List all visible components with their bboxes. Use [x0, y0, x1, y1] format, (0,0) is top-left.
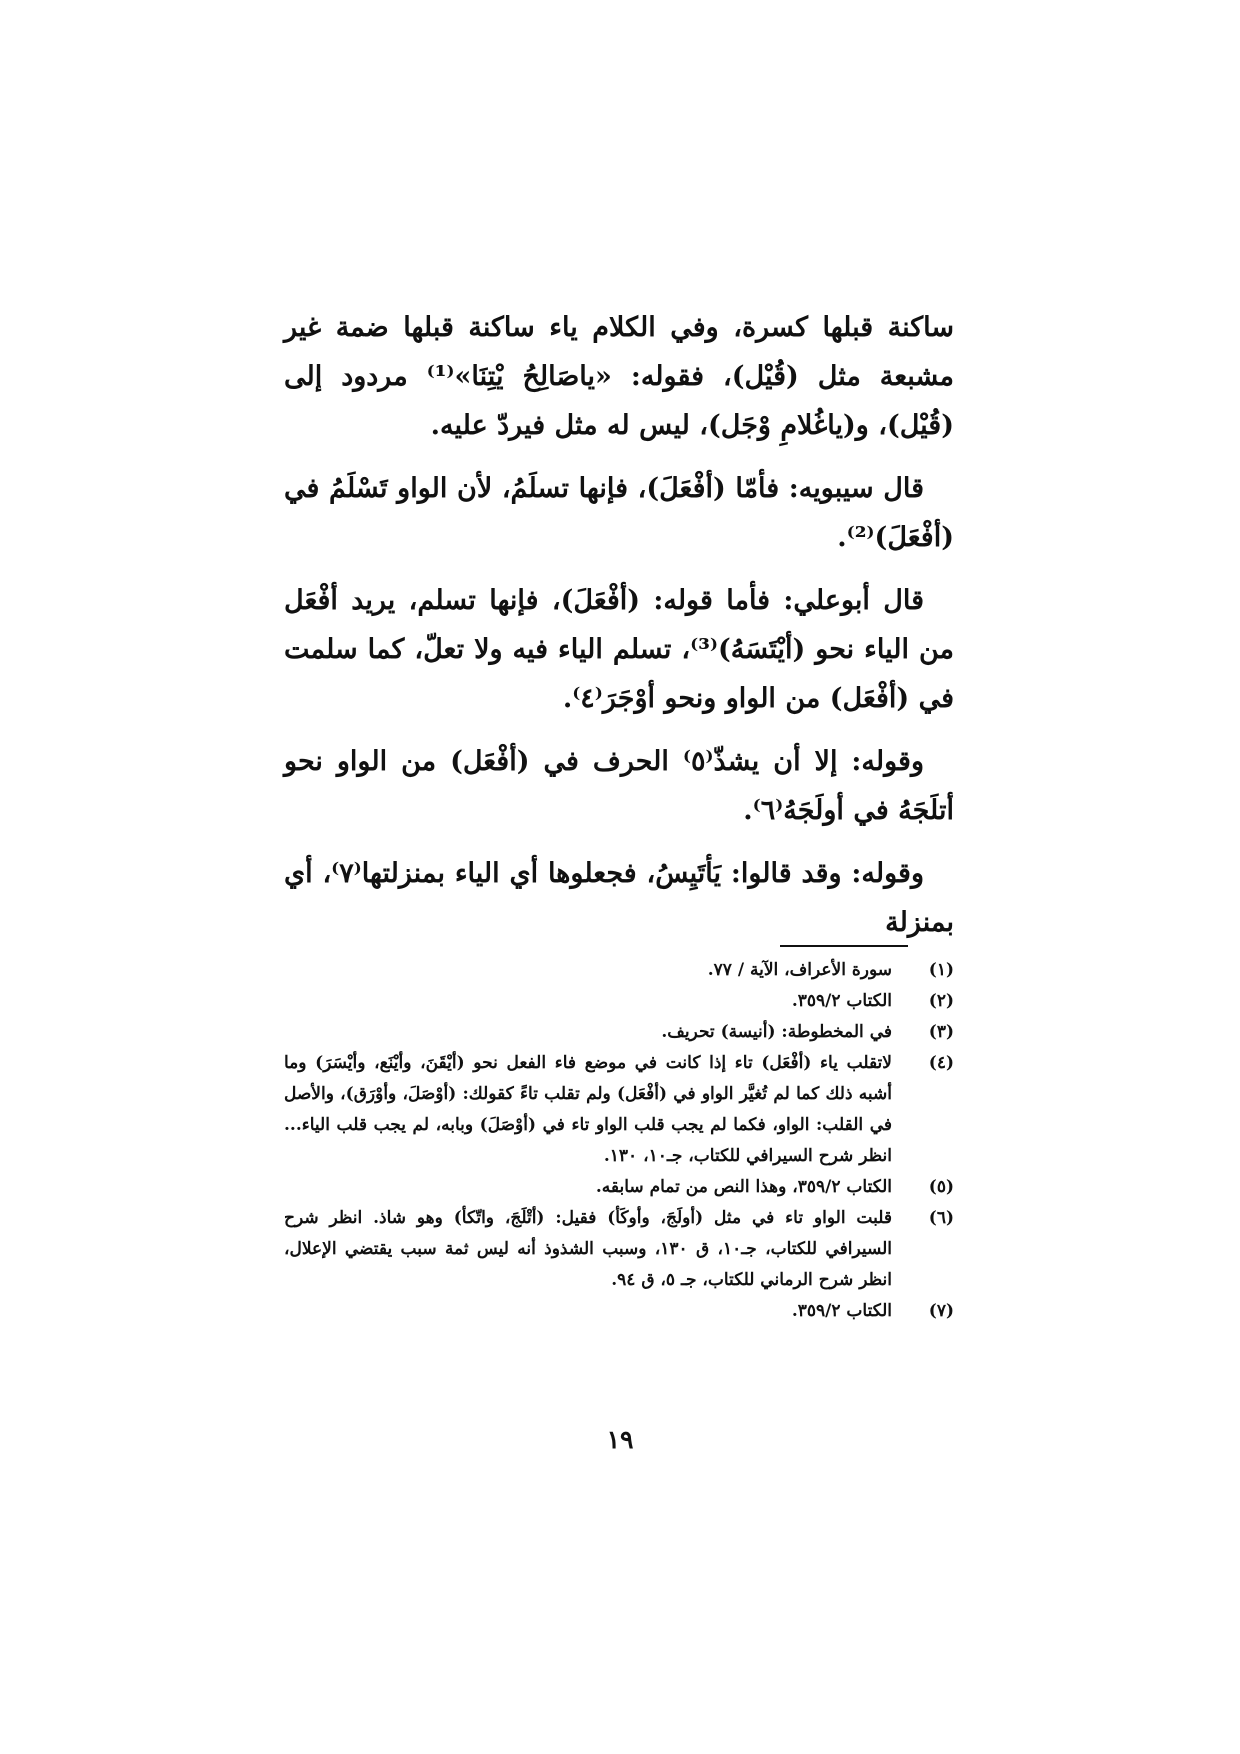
- body-text: [284, 303, 954, 961]
- footnote-2: [284, 986, 954, 1017]
- footnote-text: الكتاب ٣٥٩/٢.: [791, 991, 892, 1011]
- body-paragraph-1: ساكنة قبلها كسرة، وفي الكلام ياء ساكنة قبلها ضمة غير مشبعة مثل (قُيْل)، فقوله: «ياصَالِحُ يْتِنَا»⁽¹⁾ مردود إلى (قُيْل)، و(ياغُلامِ وْجَل)، ليس له مثل فيردّ عليه.: [284, 312, 954, 441]
- footnote-number: (٢): [928, 991, 954, 1011]
- body-paragraph-5: وقوله: وقد قالوا: يَأتَيِسُ، فجعلوها أي الياء بمنزلتها⁽٧⁾، أي بمنزلة: [284, 858, 954, 938]
- footnote-text: لاتقلب ياء (أفْعَل) تاء إذا كانت في موضع فاء الفعل نحو (أيْقَنَ، وأيْنَع، وأيْسَرَ) وما أشبه ذلك كما لم تُغيَّر الواو في (أفْعَل) ولم تقلب تاءً كقولك: (أوْصَلَ، وأوْرَق)، والأصل في القلب: الواو، فكما لم يجب قلب الواو تاء في (أوْصَلَ) وبابه، لم يجب قلب الياء... انظر شرح السيرافي للكتاب، جـ١٠، ١٣٠.: [284, 1053, 892, 1166]
- body-paragraph-3: قال أبوعلي: فأما قوله: (أفْعَلَ)، فإنها تسلم، يريد أفْعَل من الياء نحو (أيْتَسَهُ)⁽³⁾، تسلم الياء فيه ولا تعلّ، كما سلمت في (أفْعَل) من الواو ونحو أوْجَرَ⁽٤⁾.: [284, 585, 955, 714]
- footnote-text: سورة الأعراف، الآية / ٧٧.: [707, 960, 892, 980]
- footnote-number: (٤): [928, 1053, 954, 1073]
- footnote-7: [284, 1296, 954, 1327]
- footnote-number: (٥): [928, 1177, 954, 1197]
- footnote-6: [284, 1203, 954, 1296]
- body-paragraph-2: قال سيبويه: فأمّا (أفْعَلَ)، فإنها تسلَمُ، لأن الواو تَسْلَمُ في (أفْعَلَ)⁽²⁾.: [284, 473, 954, 553]
- page-number: ١٩: [606, 1425, 634, 1454]
- footnote-text: الكتاب ٣٥٩/٢.: [791, 1301, 892, 1321]
- footnote-1: [284, 955, 954, 986]
- footnotes: [284, 955, 954, 1327]
- footnote-4: [284, 1048, 954, 1172]
- footnote-number: (٧): [928, 1301, 954, 1321]
- footnote-text: في المخطوطة: (أنيسة) تحريف.: [661, 1022, 892, 1042]
- footnote-number: (٣): [928, 1022, 954, 1042]
- body-paragraph-4: وقوله: إلا أن يشذّ⁽٥⁾ الحرف في (أفْعَل) من الواو نحو أتلَجَهُ في أولَجَهُ⁽٦⁾.: [284, 746, 954, 826]
- footnote-text: الكتاب ٣٥٩/٢، وهذا النص من تمام سابقه.: [595, 1177, 892, 1197]
- footnote-number: (١): [928, 960, 954, 980]
- footnote-number: (٦): [928, 1208, 954, 1228]
- footnote-5: [284, 1172, 954, 1203]
- footnote-separator: [780, 945, 908, 947]
- footnote-3: [284, 1017, 954, 1048]
- footnote-text: قلبت الواو تاء في مثل (أولَجَ، وأوكَأ) فقيل: (أتْلَجَ، واتّكأ) وهو شاذ. انظر شرح السيرافي للكتاب، جـ١٠، ق ١٣٠، وسبب الشذوذ أنه ليس ثمة سبب يقتضي الإعلال، انظر شرح الرماني للكتاب، جـ ٥، ق ٩٤.: [284, 1208, 893, 1290]
